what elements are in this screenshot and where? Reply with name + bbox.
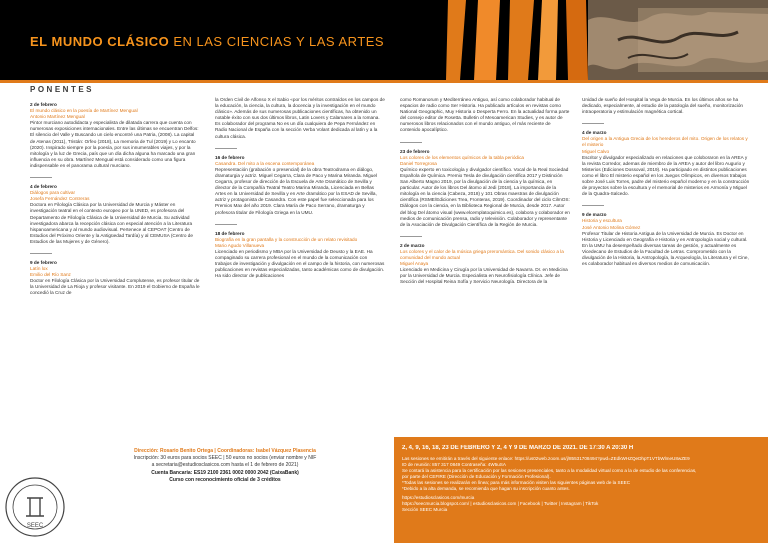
seal-text: SEEC — [26, 523, 44, 529]
lecture-title: El mundo clásico en la poesía de Martínez Mengual — [30, 108, 138, 114]
lecture-date: 4 de febrero — [30, 184, 57, 190]
header-banner — [0, 0, 768, 80]
lecture-title: Los colores de los elementos químicos de la tabla periódica — [400, 154, 525, 160]
speaker-bio: Licenciado en periodismo y MBA por la Universidad de Deusto y la EAE. Ha compaginado su carrera profesional en el mundo de la comunicación con trabajos de investigación y divulgación en el campo de la historia, con numerosas publicaciones en revistas especializadas, tanto académicas como de divulgación. Ha sido director de publicaciones — [215, 248, 385, 279]
header-artwork — [438, 0, 768, 80]
page-title — [30, 34, 384, 49]
speaker-bio: Pintor murciano autodidacta y especialista de dilatada carrera que cuenta con numerosas exposiciones internacionales. Entre las últimas se encuentran Delfos: El silencio del Valle y Buscando un cielo encontré una Patria, (2008). La capital de Atenas (2011), Tristán: Orfeo (2018), La memoria de Tul (2019) y Lo encanto (2020). Inspirado siempre por la poesía, por sus innumerables viajes, y por la mitología y la luz de Grecia, país que un día dicha alguna ha marcado una gran influencia en su obra. Martínez Mengual está considerado como una figura indispensable en el panorama cultural murciano. — [30, 120, 199, 168]
inscription-line: Inscripción: 30 euros para socios SEEC | 50 euros no socios (enviar nombre y NIF — [133, 455, 317, 462]
schedule-info-box — [394, 437, 768, 543]
speaker-bio: la Orden Civil de Alfonso X el Sabio «por los méritos contraídos en los campos de la educación, la ciencia, la cultura, la docencia y la investigación en el mundo clásico». Además de sus numerosas publicaciones científicas, ha obtenido un notable éxito con sus dos últimos libros, Latin Lovers y Calamares a la romana. Es colaborador del programa No es un día cualquiera de Pepa Fernández en Radio Nacional de España con la sección Verba Volant dedicada al latín y a la cultura clásica. — [215, 97, 385, 139]
section-heading: PONENTES — [30, 85, 95, 94]
speaker-bio: Licenciado en Medicina y Cirugía por la Universidad de Navarra. Dr. en Medicina por la Universidad de Murcia. Especialista en Neurofisiología Clínica. Jefe de Sección del Hospital Reina Sofía y Servicio Neurología. Directora de la — [400, 267, 568, 285]
speaker-name: Josefa Fernández Contreras — [30, 196, 90, 202]
schedule-dates: 2, 4, 9, 16, 18, 23 DE FEBRERO Y 2, 4 Y 9 DE MARZO DE 2021. DE 17:30 A 20:30 H — [402, 445, 634, 451]
bank-account: Cuenta Bancaria: ES19 2100 2361 0002 0000 2042 (CaixaBank) — [151, 469, 299, 476]
column-2 — [215, 97, 385, 282]
online-note: *Todas las sesiones se realizarán en línea; para más información visiten las siguientes páginas web de la SEEC — [402, 480, 631, 485]
lecture-date: 16 de febrero — [215, 154, 245, 160]
speaker-name: Antonio Martínez Mengual — [30, 114, 85, 120]
speakers-columns — [30, 97, 758, 427]
entry-divider — [30, 253, 52, 254]
lecture-title: Historia y escultura — [582, 218, 622, 224]
speaker-bio: Unidad de sueño del Hospital la Vega de Murcia. En los últimos años se ha dedicado, especialmente, al estudio de la patología del sueño, monitorización intraoperatoria y estimulación magnética cortical. — [582, 97, 744, 115]
speaker-name: Miguel Calvo — [582, 148, 610, 154]
speaker-name: Miguel Anaya — [400, 261, 429, 267]
seec-seal-logo — [4, 476, 66, 538]
speaker-bio: Químico experto en toxicología y divulgador científico. Vocal de la Real Sociedad Española de Química. Premio Tesla de divulgación científica 2017 y Distinción San Alberto Magno 2019, por la divulgación de la ciencia y la química, en particular. Autor de los libros Del átomo al Jedi (2018), La importancia de la mitología en la ciencia (Cabeza, 2018) y 101 Obras maestras de divulgación científica (RSME/Ediciones Trea, Fronteras, 2019). Coordinador del ciclo CilmOS: Diálogos con la ciencia, en la Biblioteca Regional de Murcia, desde 2017. Autor del blog Del átomo visual (www.elcemplatoquimico.es), colabora y colaborador en medios de comunicación prensa, radio y televisión. Colaborador y representante de la Asociación de Divulgación Científica de la Región de Murcia. — [400, 166, 570, 227]
speaker-name: Emilio del Río Sanz — [30, 272, 71, 278]
social-links[interactable]: https://seecmurcia.blogspot.com/ | estudiosclasicos.com | Facebook | Twitter | Instagram | TikTok — [402, 501, 599, 506]
title-bold: EL MUNDO CLÁSICO — [30, 34, 170, 49]
lecture-date: 2 de febrero — [30, 102, 57, 107]
lecture-date: 2 de marzo — [400, 242, 425, 248]
zoom-link[interactable]: Las sesiones se emitirán a través del siguiente enlace: https://us02web.zoom.us/j/85531708494?pwd=ZEdkWHZQeDhpT1VTbWlmeU8wZE9 — [402, 456, 690, 461]
lecture-title: Diálogos para cultivar — [30, 190, 76, 196]
lecture-title: Biografía en la gran pantalla y la construcción de un relato revisitado — [215, 236, 358, 242]
speaker-bio: Doctora en Filología Clásica por la Universidad de Murcia y Máster en investigación teatral en el contexto europeo por la UNED, es profesora del Departamento de Filología Clásica de la Universidad de Murcia. Su actividad investigadora abarca la recepción clásica con especial atención a la Literatura hispanoamericana y al mundo audiovisual. Pertenece al CEPOAT (Centro de Estudios del Próximo Oriente y la Antigüedad Tardía) y al CEMUSA (Centro de Estudios de las Mujeres y de Género). — [30, 202, 194, 244]
lecture-date: 9 de febrero — [30, 259, 57, 265]
direction-line: Dirección: Rosario Benito Ortega | Coordinadoras: Isabel Vázquez Plasencia — [134, 448, 316, 454]
speaker-name: Daniel Torregrosa — [400, 160, 437, 166]
lecture-title: Casandra. Del mito a la escena contemporánea — [215, 160, 315, 166]
speaker-bio: como Romanorum y Mediterráneo Antiguo, así como colaborador habitual de espacios de radio como Ser Historia. Ha publicado artículos en revistas como National Geographic, Muy Historia o Desperta Ferro. En la actualidad forma parte del consejo editor de Rosetta. Bulletin of Mesoamerican Studies, y es autor de numerosos libros relacionados con el mundo antiguo, el más reciente de contenido apocalíptico. — [400, 97, 570, 133]
entry-divider — [400, 236, 422, 237]
lecture-title: Latín lox — [30, 266, 48, 272]
certification-note: Se contará la asistencia para la certificación por las sesiones presenciales, tanto a la modalidad virtual como a la de estudio de las conferencias, — [402, 468, 697, 473]
speaker-bio: Doctor en Filología Clásica por la Universidad Complutense, es profesor titular de la Universidad de La Rioja y profesor visitante. En 2019 el Gobierno de España le concedió la Cruz de — [30, 278, 200, 296]
speaker-bio: Escritor y divulgador especializado en relaciones que coloboraron en la AREA y la revista Corredor, ademas de miembro de la AREA y autor del libro Augurio y Misterios (Ediciones Dossoval, 2019). Ha participado en distintos publicaciones como el libro El misterio español en los Juegos Olímpicos, en diversos trabajos sobre José Luis Torres, padre del misterio español moderno y en la construcción de proyectos sobre la escultura y el memorial de misterios en Armonía y Miguel de la Quadra-Salcedo. — [582, 154, 750, 197]
speaker-bio: Profesor Titular de Historia Antigua de la Universidad de Murcia. Es Doctor en Historia y Licenciado en Geografía e Historia y en Antropología social y cultural. En la UMU ha desempeñado diversas tareas de gestión, y actualmente es Vicedecano de Estudios de la Facultad de Letras. Comprometido con la divulgación de la Historia, la Antropología, la Arqueología, la Literatura y el Cine, es colaborador habitual en diversos medios de comunicación. — [582, 230, 749, 267]
website-link[interactable]: https://estudiosclasicos.com/murcia — [402, 495, 475, 500]
entry-divider — [215, 224, 237, 225]
demand-note: *Debido a la alta demanda, se recomienda que hagan su inscripción cuanto antes. — [402, 486, 570, 491]
course-footer — [60, 448, 390, 484]
column-1 — [30, 97, 200, 300]
speaker-name: José Antonio Molina Gómez — [582, 224, 641, 230]
inscription-line-2: a secretaria@estudiosclasicos.com hasta el 1 de febrero de 2021) — [151, 462, 299, 469]
lecture-date: 23 de febrero — [400, 148, 430, 154]
lecture-title: Los colores y el calor de la música griega preromántica. Del sonido clásico a la comunidad del mundo actual — [400, 248, 564, 260]
entry-divider — [30, 177, 52, 178]
entry-divider — [400, 142, 422, 143]
section-name: Sección SEEC Murcia — [402, 507, 448, 512]
lecture-date: 9 de marzo — [582, 212, 607, 218]
entry-divider — [582, 205, 604, 206]
entry-divider — [215, 148, 237, 149]
certification-note-2: por parte del CEFIRE (Dirección de Educación y Formación Profesional). — [402, 474, 551, 479]
credits-line: Curso con reconocimiento oficial de 3 créditos — [169, 476, 281, 483]
speaker-name: Mario Agudo Villanueva — [215, 242, 265, 248]
header-divider — [0, 80, 768, 83]
meeting-id: ID de reunión: 857 317 0849 Contraseña: 4W5uSA — [402, 462, 506, 467]
column-3 — [400, 97, 570, 288]
title-light: EN LAS CIENCIAS Y LAS ARTES — [173, 34, 385, 49]
column-4 — [582, 97, 752, 270]
lecture-date: 4 de marzo — [582, 130, 607, 136]
lecture-date: 18 de febrero — [215, 230, 245, 236]
speaker-bio: Representación (grabación o presencial) de la obra Teatrodrama en diálogo, dramaturgia y actriz. Miguel Cegarra, Clara de Paco y Marina Miranda. Miguel Cegarra, profesor de dirección de la Escuela de Arte Dramático de Sevilla y director de la Compañía Teatral Teatro Marina Miranda, Licenciada en Bellas Artes en la Universidad de Sevilla y en Arte dramático por la ESAD de Sevilla, actriz y protagonista de Casandra. Con este papel fue seleccionada para los Premios Max del año 2019. Clara María de Paco Serrano, dramaturga y profesora titular de Filología Griega en la UMU. — [215, 166, 378, 215]
lecture-title: Del origen a la Antigua Grecia de los herederos del mito. Origen de los relatos y el misterio — [582, 136, 748, 148]
entry-divider — [582, 123, 604, 124]
